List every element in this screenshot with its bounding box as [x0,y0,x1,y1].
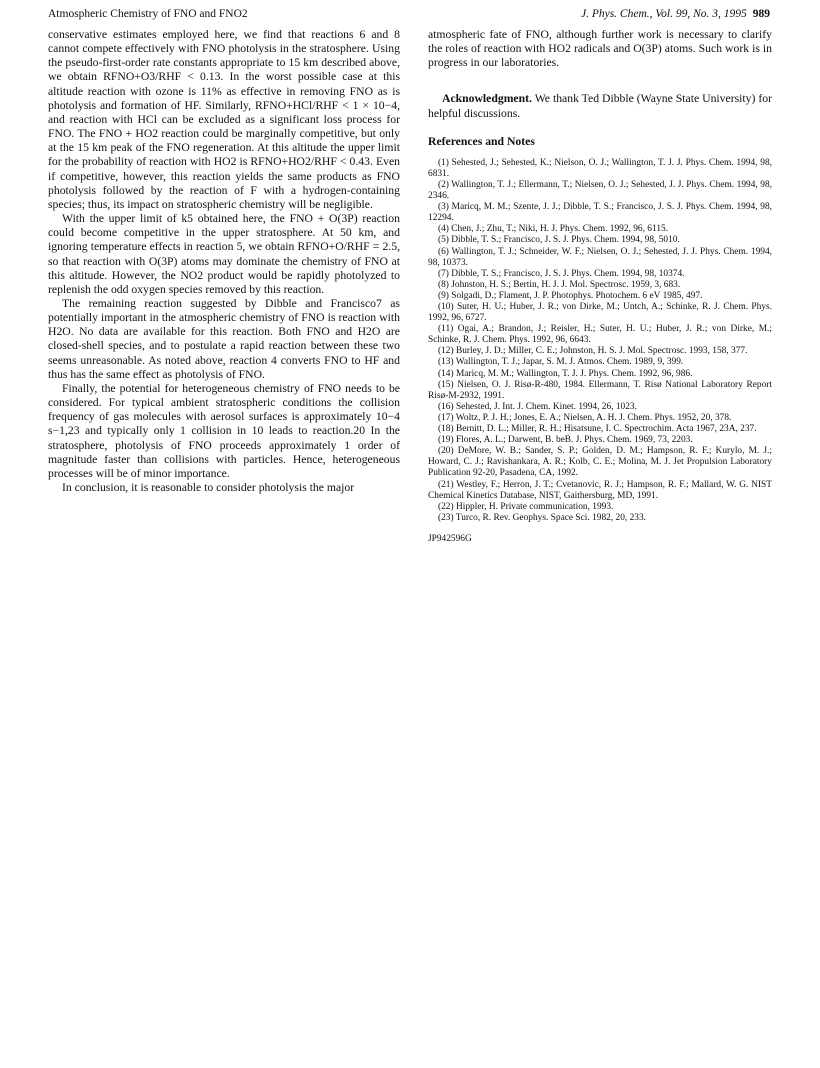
running-header [48,8,770,26]
reference-item: (18) Bernitt, D. L.; Miller, R. H.; Hisatsune, I. C. Spectrochim. Acta 1967, 23A, 237. [438,424,757,435]
reference-item: (5) Dibble, T. S.; Francisco, J. S. J. Phys. Chem. 1994, 98, 5010. [438,235,680,246]
reference-item: (19) Flores, A. L.; Darwent, B. beB. J. Phys. Chem. 1969, 73, 2203. [438,435,693,446]
reference-item: (17) Woltz, P. J. H.; Jones, E. A.; Nielsen, A. H. J. Chem. Phys. 1952, 20, 378. [438,412,732,423]
running-title: Atmospheric Chemistry of FNO and FNO2 [48,8,248,20]
body-paragraph: atmospheric fate of FNO, although further work is necessary to clarify the roles of reaction with HO2 radicals and O(3P) atoms. Such work is in progress in our laboratories. [428,28,772,70]
acknowledgment-label: Acknowledgment. [442,92,532,106]
body-paragraph: The remaining reaction suggested by Dibble and Francisco7 as potentially important in the atmospheric chemistry of FNO is reaction with H2O. No data are available for this reaction. Both FNO and H2O are closed-shell species, and to postulate a rapid reaction between these two seems unreasonable. As noted above, reaction 4 converts FNO to HF and thus has the same effect as photolysis of FNO. [48,296,400,381]
body-paragraph: Finally, the potential for heterogeneous chemistry of FNO needs to be considered. For typical ambient stratospheric conditions the collision frequency of gas molecules with aerosol surfaces is approximately 10−4 s−1,23 and typically only 1 collision in 10 leads to reaction.20 In the stratosphere, photolysis of FNO proceeds approximately 1 order of magnitude faster than collisions with particles. Hence, heterogeneous processes will be of minor importance. [48,381,400,480]
reference-item: (7) Dibble, T. S.; Francisco, J. S. J. Phys. Chem. 1994, 98, 10374. [438,268,685,279]
reference-item: (3) Maricq, M. M.; Szente, J. J.; Dibble, T. S.; Francisco, J. S. J. Phys. Chem. 1994, 98, 12294. [428,202,772,224]
page-number: 989 [752,8,770,20]
reference-item: (6) Wallington, T. J.; Schneider, W. F.; Nielsen, O. J.; Sehested, J. J. Phys. Chem. 1994, 98, 10373. [428,246,772,268]
reference-item: (20) DeMore, W. B.; Sander, S. P.; Golden, D. M.; Hampson, R. F.; Kurylo, M. J.; Howard, C. J.; Ravishankara, A. R.; Kolb, C. E.; Molina, M. J. Jet Propulsion Laboratory Publication 92-20, Pasadena, CA, 1992. [428,446,772,479]
reference-list [428,158,772,524]
reference-item: (4) Chen, J.; Zhu, T.; Niki, H. J. Phys. Chem. 1992, 96, 6115. [438,224,669,235]
reference-item: (10) Suter, H. U.; Huber, J. R.; von Dirke, M.; Untch, A.; Schinke, R. J. Chem. Phys. 1992, 96, 6727. [428,302,772,324]
right-column [428,28,772,544]
reference-item: (13) Wallington, T. J.; Japar, S. M. J. Atmos. Chem. 1989, 9, 399. [438,357,684,368]
reference-item: (21) Westley, F.; Herron, J. T.; Cvetanovic, R. J.; Hampson, R. F.; Mallard, W. G. NIST Chemical Kinetics Database, NIST, Gaithersburg, MD, 1991. [428,479,772,501]
references-heading: References and Notes [428,134,535,148]
reference-item: (22) Hippler, H. Private communication, 1993. [438,501,614,512]
manuscript-code: JP942596G [428,533,472,544]
left-column [48,28,400,495]
reference-item: (15) Nielsen, O. J. Risø-R-480, 1984. Ellermann, T. Risø National Laboratory Report Risø-M-2932, 1991. [428,379,772,401]
reference-item: (12) Burley, J. D.; Miller, C. E.; Johnston, H. S. J. Mol. Spectrosc. 1993, 158, 377. [438,346,748,357]
reference-item: (16) Sehested, J. Int. J. Chem. Kinet. 1994, 26, 1023. [438,401,637,412]
reference-item: (8) Johnston, H. S.; Bertin, H. J. J. Mol. Spectrosc. 1959, 3, 683. [438,279,681,290]
body-paragraph: conservative estimates employed here, we find that reactions 6 and 8 cannot compete effectively with FNO photolysis in the stratosphere. Using the pseudo-first-order rate constants appropriate to 15 km described above, we obtain RFNO+O3/RHF < 0.13. In the worst possible case at this altitude reaction with ozone is 11% as effective in removing FNO as is photolysis and formation of HF. Similarly, RFNO+HCl/RHF < 1 × 10−4, and reaction with HCl can be excluded as a significant loss process for FNO. The FNO + HO2 reaction could be marginally competitive, but only at the 15 km peak of the FNO regeneration. At this altitude the upper limit for the probability of reaction with HO2 is RFNO+HO2/RHF < 0.43. Even if competitive, however, this reaction yields the same products as FNO photolysis followed by the reaction of F with a hydrogen-containing species; thus, its impact on stratospheric chemistry will be negligible. [48,28,400,211]
reference-item: (14) Maricq, M. M.; Wallington, T. J. J. Phys. Chem. 1992, 96, 986. [438,368,693,379]
body-paragraph: In conclusion, it is reasonable to consider photolysis the major [62,481,355,494]
acknowledgment [428,92,772,120]
reference-item: (2) Wallington, T. J.; Ellermann, T.; Nielsen, O. J.; Sehested, J. J. Phys. Chem. 1994, 98, 2346. [428,179,772,202]
body-paragraph: With the upper limit of k5 obtained here, the FNO + O(3P) reaction could become competitive in the upper stratosphere. At 50 km, and ignoring temperature effects in reaction 5, we obtain RFNO+O/RHF = 2.5, so that reaction with O(3P) atoms may dominate the chemistry of FNO at this altitude. However, the NO2 product would be rapidly photolyzed to replenish the odd oxygen species removed by this reaction. [48,212,400,296]
reference-item: (23) Turco, R. Rev. Geophys. Space Sci. 1982, 20, 233. [438,512,646,523]
reference-item: (1) Sehested, J.; Sehested, K.; Nielson, O. J.; Wallington, T. J. J. Phys. Chem. 1994, 98, 6831. [428,157,772,179]
acknowledgment-text: We thank Ted Dibble (Wayne State University) for helpful discussions. [428,92,772,120]
journal-name: J. Phys. Chem., Vol. 99, No. 3, 1995 [580,8,747,20]
reference-item: (9) Solgadi, D.; Flament, J. P. Photophys. Photochem. 6 eV 1985, 497. [438,290,703,301]
journal-citation [581,8,770,20]
reference-item: (11) Ogai, A.; Brandon, J.; Reisler, H.; Suter, H. U.; Huber, J. R.; von Dirke, M.; Schinke, R. J. Chem. Phys. 1992, 96, 6643. [428,324,772,346]
